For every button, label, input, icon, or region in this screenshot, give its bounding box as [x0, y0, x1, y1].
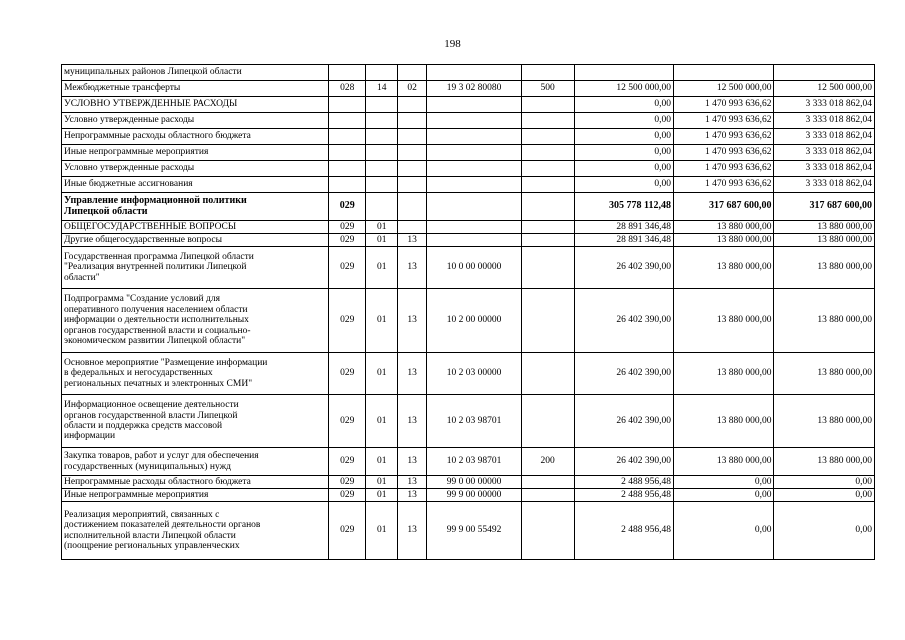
cell-amount-year3: 13 880 000,00	[774, 289, 875, 353]
table-row	[62, 234, 875, 247]
cell-subsection: 13	[397, 502, 426, 560]
cell-target-article	[427, 234, 521, 247]
cell-target-article: 10 2 03 98701	[427, 448, 521, 476]
cell-expense-type	[521, 502, 574, 560]
table-row	[62, 448, 875, 476]
cell-amount-year1: 26 402 390,00	[574, 395, 673, 448]
cell-grbs: 028	[328, 81, 366, 97]
cell-expense-type	[521, 177, 574, 193]
cell-amount-year1: 28 891 346,48	[574, 234, 673, 247]
cell-name: Подпрограмма "Создание условий для оперативного получения населением области информации о деятельности исполнительных органов государственной власти и социально- экономическом развитии Липецкой области"	[62, 289, 329, 353]
cell-grbs	[328, 97, 366, 113]
cell-name: Управление информационной политики Липецкой области	[62, 193, 329, 221]
cell-expense-type	[521, 129, 574, 145]
cell-expense-type	[521, 489, 574, 502]
cell-grbs: 029	[328, 289, 366, 353]
cell-section: 01	[366, 289, 397, 353]
cell-name: муниципальных районов Липецкой области	[62, 65, 329, 81]
table-row	[62, 489, 875, 502]
cell-name: Иные непрограммные мероприятия	[62, 145, 329, 161]
cell-subsection	[397, 145, 426, 161]
cell-target-article: 10 2 00 00000	[427, 289, 521, 353]
cell-name: Основное мероприятие "Размещение информации в федеральных и негосударственных региональных печатных и электронных СМИ"	[62, 353, 329, 395]
cell-subsection: 02	[397, 81, 426, 97]
cell-name: УСЛОВНО УТВЕРЖДЕННЫЕ РАСХОДЫ	[62, 97, 329, 113]
table-row	[62, 289, 875, 353]
cell-amount-year1: 2 488 956,48	[574, 502, 673, 560]
cell-amount-year1: 0,00	[574, 145, 673, 161]
cell-name: Реализация мероприятий, связанных с достижением показателей деятельности органов исполнительной власти Липецкой области (поощрение региональных управленческих	[62, 502, 329, 560]
cell-target-article	[427, 177, 521, 193]
cell-section: 14	[366, 81, 397, 97]
cell-subsection	[397, 161, 426, 177]
cell-name: Непрограммные расходы областного бюджета	[62, 476, 329, 489]
cell-amount-year3	[774, 65, 875, 81]
cell-section: 01	[366, 395, 397, 448]
cell-target-article: 99 9 00 00000	[427, 489, 521, 502]
cell-amount-year3: 3 333 018 862,04	[774, 161, 875, 177]
cell-subsection	[397, 221, 426, 234]
cell-amount-year2: 1 470 993 636,62	[673, 113, 773, 129]
cell-amount-year3: 0,00	[774, 476, 875, 489]
cell-grbs: 029	[328, 395, 366, 448]
cell-section	[366, 177, 397, 193]
cell-expense-type: 200	[521, 448, 574, 476]
cell-section	[366, 161, 397, 177]
cell-amount-year2: 317 687 600,00	[673, 193, 773, 221]
cell-amount-year2: 13 880 000,00	[673, 448, 773, 476]
cell-expense-type	[521, 97, 574, 113]
cell-amount-year2: 13 880 000,00	[673, 289, 773, 353]
cell-subsection: 13	[397, 353, 426, 395]
cell-name: Закупка товаров, работ и услуг для обеспечения государственных (муниципальных) нужд	[62, 448, 329, 476]
cell-amount-year2: 1 470 993 636,62	[673, 97, 773, 113]
budget-table	[61, 64, 875, 560]
cell-grbs: 029	[328, 234, 366, 247]
cell-grbs: 029	[328, 193, 366, 221]
cell-amount-year2: 0,00	[673, 502, 773, 560]
cell-amount-year1: 0,00	[574, 177, 673, 193]
cell-amount-year2: 13 880 000,00	[673, 234, 773, 247]
cell-expense-type	[521, 145, 574, 161]
table-row	[62, 129, 875, 145]
cell-section: 01	[366, 247, 397, 289]
cell-amount-year2: 0,00	[673, 476, 773, 489]
cell-section	[366, 97, 397, 113]
cell-amount-year1	[574, 65, 673, 81]
table-row	[62, 145, 875, 161]
cell-subsection	[397, 129, 426, 145]
cell-target-article	[427, 97, 521, 113]
cell-amount-year2: 1 470 993 636,62	[673, 161, 773, 177]
cell-name: Межбюджетные трансферты	[62, 81, 329, 97]
cell-amount-year3: 12 500 000,00	[774, 81, 875, 97]
cell-section	[366, 129, 397, 145]
cell-amount-year3: 3 333 018 862,04	[774, 177, 875, 193]
cell-amount-year3: 3 333 018 862,04	[774, 97, 875, 113]
cell-target-article	[427, 161, 521, 177]
cell-section	[366, 193, 397, 221]
cell-expense-type	[521, 395, 574, 448]
cell-expense-type	[521, 221, 574, 234]
cell-subsection	[397, 97, 426, 113]
cell-amount-year3: 0,00	[774, 502, 875, 560]
table-row	[62, 97, 875, 113]
table-row	[62, 395, 875, 448]
cell-amount-year3: 13 880 000,00	[774, 221, 875, 234]
page-number: 198	[444, 38, 461, 50]
table-row	[62, 353, 875, 395]
cell-expense-type	[521, 234, 574, 247]
cell-name: Иные бюджетные ассигнования	[62, 177, 329, 193]
cell-amount-year1: 0,00	[574, 113, 673, 129]
cell-grbs	[328, 65, 366, 81]
cell-target-article: 99 0 00 00000	[427, 476, 521, 489]
table-row	[62, 161, 875, 177]
cell-name: Условно утвержденные расходы	[62, 113, 329, 129]
cell-amount-year2: 1 470 993 636,62	[673, 129, 773, 145]
cell-section	[366, 65, 397, 81]
cell-section: 01	[366, 353, 397, 395]
cell-subsection: 13	[397, 448, 426, 476]
cell-section: 01	[366, 221, 397, 234]
cell-expense-type	[521, 113, 574, 129]
cell-expense-type	[521, 289, 574, 353]
cell-name: ОБЩЕГОСУДАРСТВЕННЫЕ ВОПРОСЫ	[62, 221, 329, 234]
table-row	[62, 476, 875, 489]
cell-section	[366, 113, 397, 129]
cell-subsection: 13	[397, 289, 426, 353]
cell-expense-type	[521, 476, 574, 489]
cell-target-article	[427, 145, 521, 161]
table-row	[62, 193, 875, 221]
table-row	[62, 81, 875, 97]
cell-grbs	[328, 177, 366, 193]
cell-section: 01	[366, 476, 397, 489]
cell-target-article: 19 3 02 80080	[427, 81, 521, 97]
cell-grbs: 029	[328, 476, 366, 489]
cell-grbs	[328, 161, 366, 177]
cell-amount-year3: 13 880 000,00	[774, 234, 875, 247]
cell-amount-year3: 13 880 000,00	[774, 247, 875, 289]
cell-grbs: 029	[328, 247, 366, 289]
cell-amount-year1: 2 488 956,48	[574, 476, 673, 489]
table-body	[62, 65, 875, 560]
cell-amount-year3: 13 880 000,00	[774, 353, 875, 395]
cell-expense-type	[521, 161, 574, 177]
table-row	[62, 247, 875, 289]
cell-amount-year1: 26 402 390,00	[574, 247, 673, 289]
cell-grbs	[328, 113, 366, 129]
cell-expense-type: 500	[521, 81, 574, 97]
cell-amount-year2	[673, 65, 773, 81]
cell-amount-year3: 0,00	[774, 489, 875, 502]
cell-name: Другие общегосударственные вопросы	[62, 234, 329, 247]
table-row	[62, 113, 875, 129]
cell-target-article	[427, 193, 521, 221]
cell-amount-year2: 13 880 000,00	[673, 221, 773, 234]
cell-subsection	[397, 113, 426, 129]
cell-amount-year2: 12 500 000,00	[673, 81, 773, 97]
cell-amount-year1: 0,00	[574, 97, 673, 113]
cell-name: Непрограммные расходы областного бюджета	[62, 129, 329, 145]
cell-grbs	[328, 145, 366, 161]
cell-grbs: 029	[328, 502, 366, 560]
cell-grbs: 029	[328, 489, 366, 502]
cell-target-article	[427, 129, 521, 145]
cell-target-article	[427, 65, 521, 81]
cell-target-article	[427, 113, 521, 129]
cell-target-article: 10 2 03 98701	[427, 395, 521, 448]
cell-expense-type	[521, 247, 574, 289]
cell-subsection	[397, 193, 426, 221]
cell-expense-type	[521, 193, 574, 221]
table-row	[62, 502, 875, 560]
cell-subsection: 13	[397, 234, 426, 247]
cell-expense-type	[521, 353, 574, 395]
cell-grbs	[328, 129, 366, 145]
cell-section: 01	[366, 489, 397, 502]
table-row	[62, 221, 875, 234]
cell-amount-year3: 3 333 018 862,04	[774, 113, 875, 129]
table-row	[62, 177, 875, 193]
cell-target-article	[427, 221, 521, 234]
cell-section: 01	[366, 234, 397, 247]
cell-amount-year1: 26 402 390,00	[574, 448, 673, 476]
cell-section: 01	[366, 448, 397, 476]
cell-grbs: 029	[328, 448, 366, 476]
cell-amount-year3: 317 687 600,00	[774, 193, 875, 221]
cell-amount-year1: 26 402 390,00	[574, 353, 673, 395]
cell-subsection: 13	[397, 247, 426, 289]
table-row	[62, 65, 875, 81]
cell-target-article: 10 2 03 00000	[427, 353, 521, 395]
cell-section: 01	[366, 502, 397, 560]
cell-amount-year2: 13 880 000,00	[673, 353, 773, 395]
cell-subsection	[397, 177, 426, 193]
cell-amount-year1: 28 891 346,48	[574, 221, 673, 234]
cell-subsection: 13	[397, 395, 426, 448]
cell-amount-year3: 3 333 018 862,04	[774, 145, 875, 161]
cell-amount-year1: 0,00	[574, 129, 673, 145]
cell-subsection: 13	[397, 489, 426, 502]
cell-amount-year2: 0,00	[673, 489, 773, 502]
cell-grbs: 029	[328, 353, 366, 395]
cell-amount-year2: 13 880 000,00	[673, 395, 773, 448]
cell-amount-year1: 0,00	[574, 161, 673, 177]
cell-amount-year2: 13 880 000,00	[673, 247, 773, 289]
cell-amount-year1: 12 500 000,00	[574, 81, 673, 97]
cell-amount-year3: 13 880 000,00	[774, 448, 875, 476]
cell-amount-year3: 13 880 000,00	[774, 395, 875, 448]
cell-target-article: 10 0 00 00000	[427, 247, 521, 289]
cell-name: Государственная программа Липецкой области "Реализация внутренней политики Липецкой области"	[62, 247, 329, 289]
cell-amount-year1: 305 778 112,48	[574, 193, 673, 221]
cell-amount-year2: 1 470 993 636,62	[673, 145, 773, 161]
cell-amount-year3: 3 333 018 862,04	[774, 129, 875, 145]
cell-subsection	[397, 65, 426, 81]
cell-name: Условно утвержденные расходы	[62, 161, 329, 177]
cell-name: Иные непрограммные мероприятия	[62, 489, 329, 502]
cell-expense-type	[521, 65, 574, 81]
cell-section	[366, 145, 397, 161]
cell-amount-year2: 1 470 993 636,62	[673, 177, 773, 193]
cell-amount-year1: 26 402 390,00	[574, 289, 673, 353]
cell-amount-year1: 2 488 956,48	[574, 489, 673, 502]
cell-subsection: 13	[397, 476, 426, 489]
cell-grbs: 029	[328, 221, 366, 234]
cell-target-article: 99 9 00 55492	[427, 502, 521, 560]
cell-name: Информационное освещение деятельности органов государственной власти Липецкой области и поддержка средств массовой информации	[62, 395, 329, 448]
